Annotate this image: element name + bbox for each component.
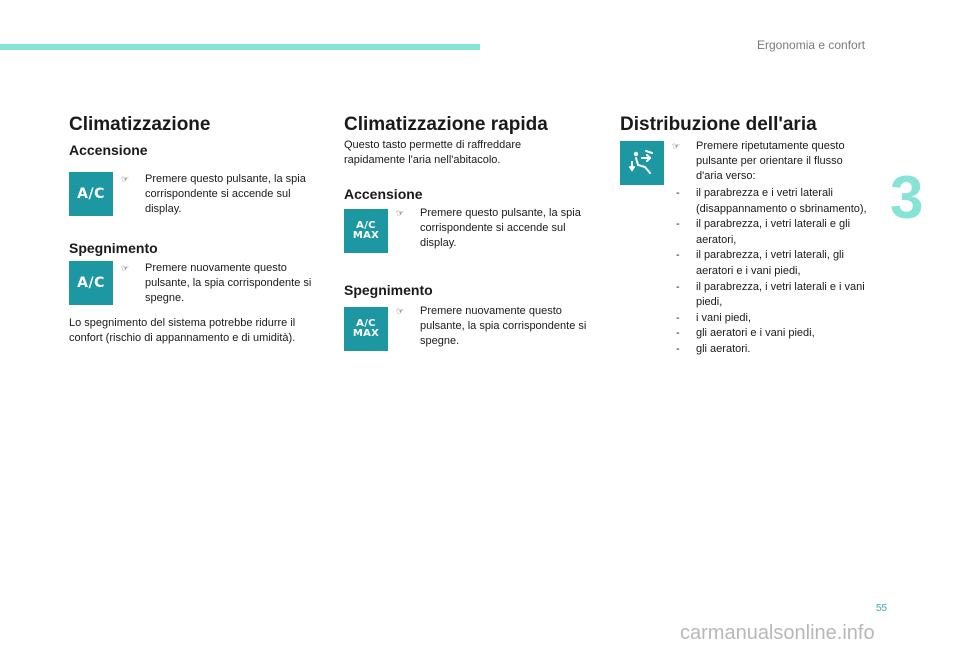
col1-spegnimento-bullet: ☞ Premere nuovamente questo pulsante, la spia corrispondente si spegne. (121, 262, 312, 304)
pointer-icon: ☞ (672, 141, 681, 151)
list-item: - il parabrezza, i vetri laterali e gli aeratori, (676, 217, 872, 248)
list-item: - gli aeratori e i vani piedi, (676, 326, 872, 342)
section-title: Ergonomia e confort (757, 38, 866, 52)
ac-button-off (69, 261, 113, 305)
col1-note: Lo spegnimento del sistema potrebbe ridurre il confort (rischio di appannamento e di umidità). (69, 317, 296, 344)
header-accent-bar (0, 44, 480, 50)
chapter-number: 3 (890, 164, 924, 231)
col2-accensione-heading: Accensione (344, 186, 423, 202)
watermark: carmanualsonline.info (680, 622, 875, 644)
pointer-icon: ☞ (121, 263, 130, 273)
page-number: 55 (876, 603, 888, 614)
list-item: - gli aeratori. (676, 342, 872, 358)
list-item: - il parabrezza, i vetri laterali, gli aeratori e i vani piedi, (676, 248, 872, 279)
col2-title: Climatizzazione rapida (344, 114, 548, 135)
air-distribution-icon (628, 149, 656, 177)
col3-title: Distribuzione dell'aria (620, 114, 817, 135)
ac-button-off-label: A/C (77, 275, 105, 291)
col1-title: Climatizzazione (69, 114, 211, 135)
air-direction-list (676, 186, 872, 358)
ac-max-button: A/C MAX (344, 209, 388, 253)
pointer-icon: ☞ (396, 306, 405, 316)
col2-spegnimento-heading: Spegnimento (344, 282, 433, 298)
col1-spegnimento-heading: Spegnimento (69, 240, 158, 256)
air-distribution-button (620, 141, 664, 185)
pointer-icon: ☞ (121, 174, 130, 184)
list-item: - i vani piedi, (676, 311, 872, 327)
list-item: - il parabrezza e i vetri laterali (disappannamento o sbrinamento), (676, 186, 872, 217)
col1-accensione-bullet: ☞ Premere questo pulsante, la spia corrispondente si accende sul display. (121, 173, 306, 215)
ac-button-label: A/C (77, 186, 105, 202)
col3-bullet: ☞ Premere ripetutamente questo pulsante per orientare il flusso d'aria verso: (672, 140, 845, 182)
col2-intro: Questo tasto permette di raffreddare rapidamente l'aria nell'abitacolo. (344, 139, 522, 166)
ac-button (69, 172, 113, 216)
list-item: - il parabrezza, i vetri laterali e i vani piedi, (676, 280, 872, 311)
ac-max-button-off: A/C MAX (344, 307, 388, 351)
col2-spegnimento-bullet: ☞ Premere nuovamente questo pulsante, la spia corrispondente si spegne. (396, 305, 587, 347)
col2-accensione-bullet: ☞ Premere questo pulsante, la spia corrispondente si accende sul display. (396, 207, 581, 249)
pointer-icon: ☞ (396, 208, 405, 218)
col1-accensione-heading: Accensione (69, 142, 148, 158)
